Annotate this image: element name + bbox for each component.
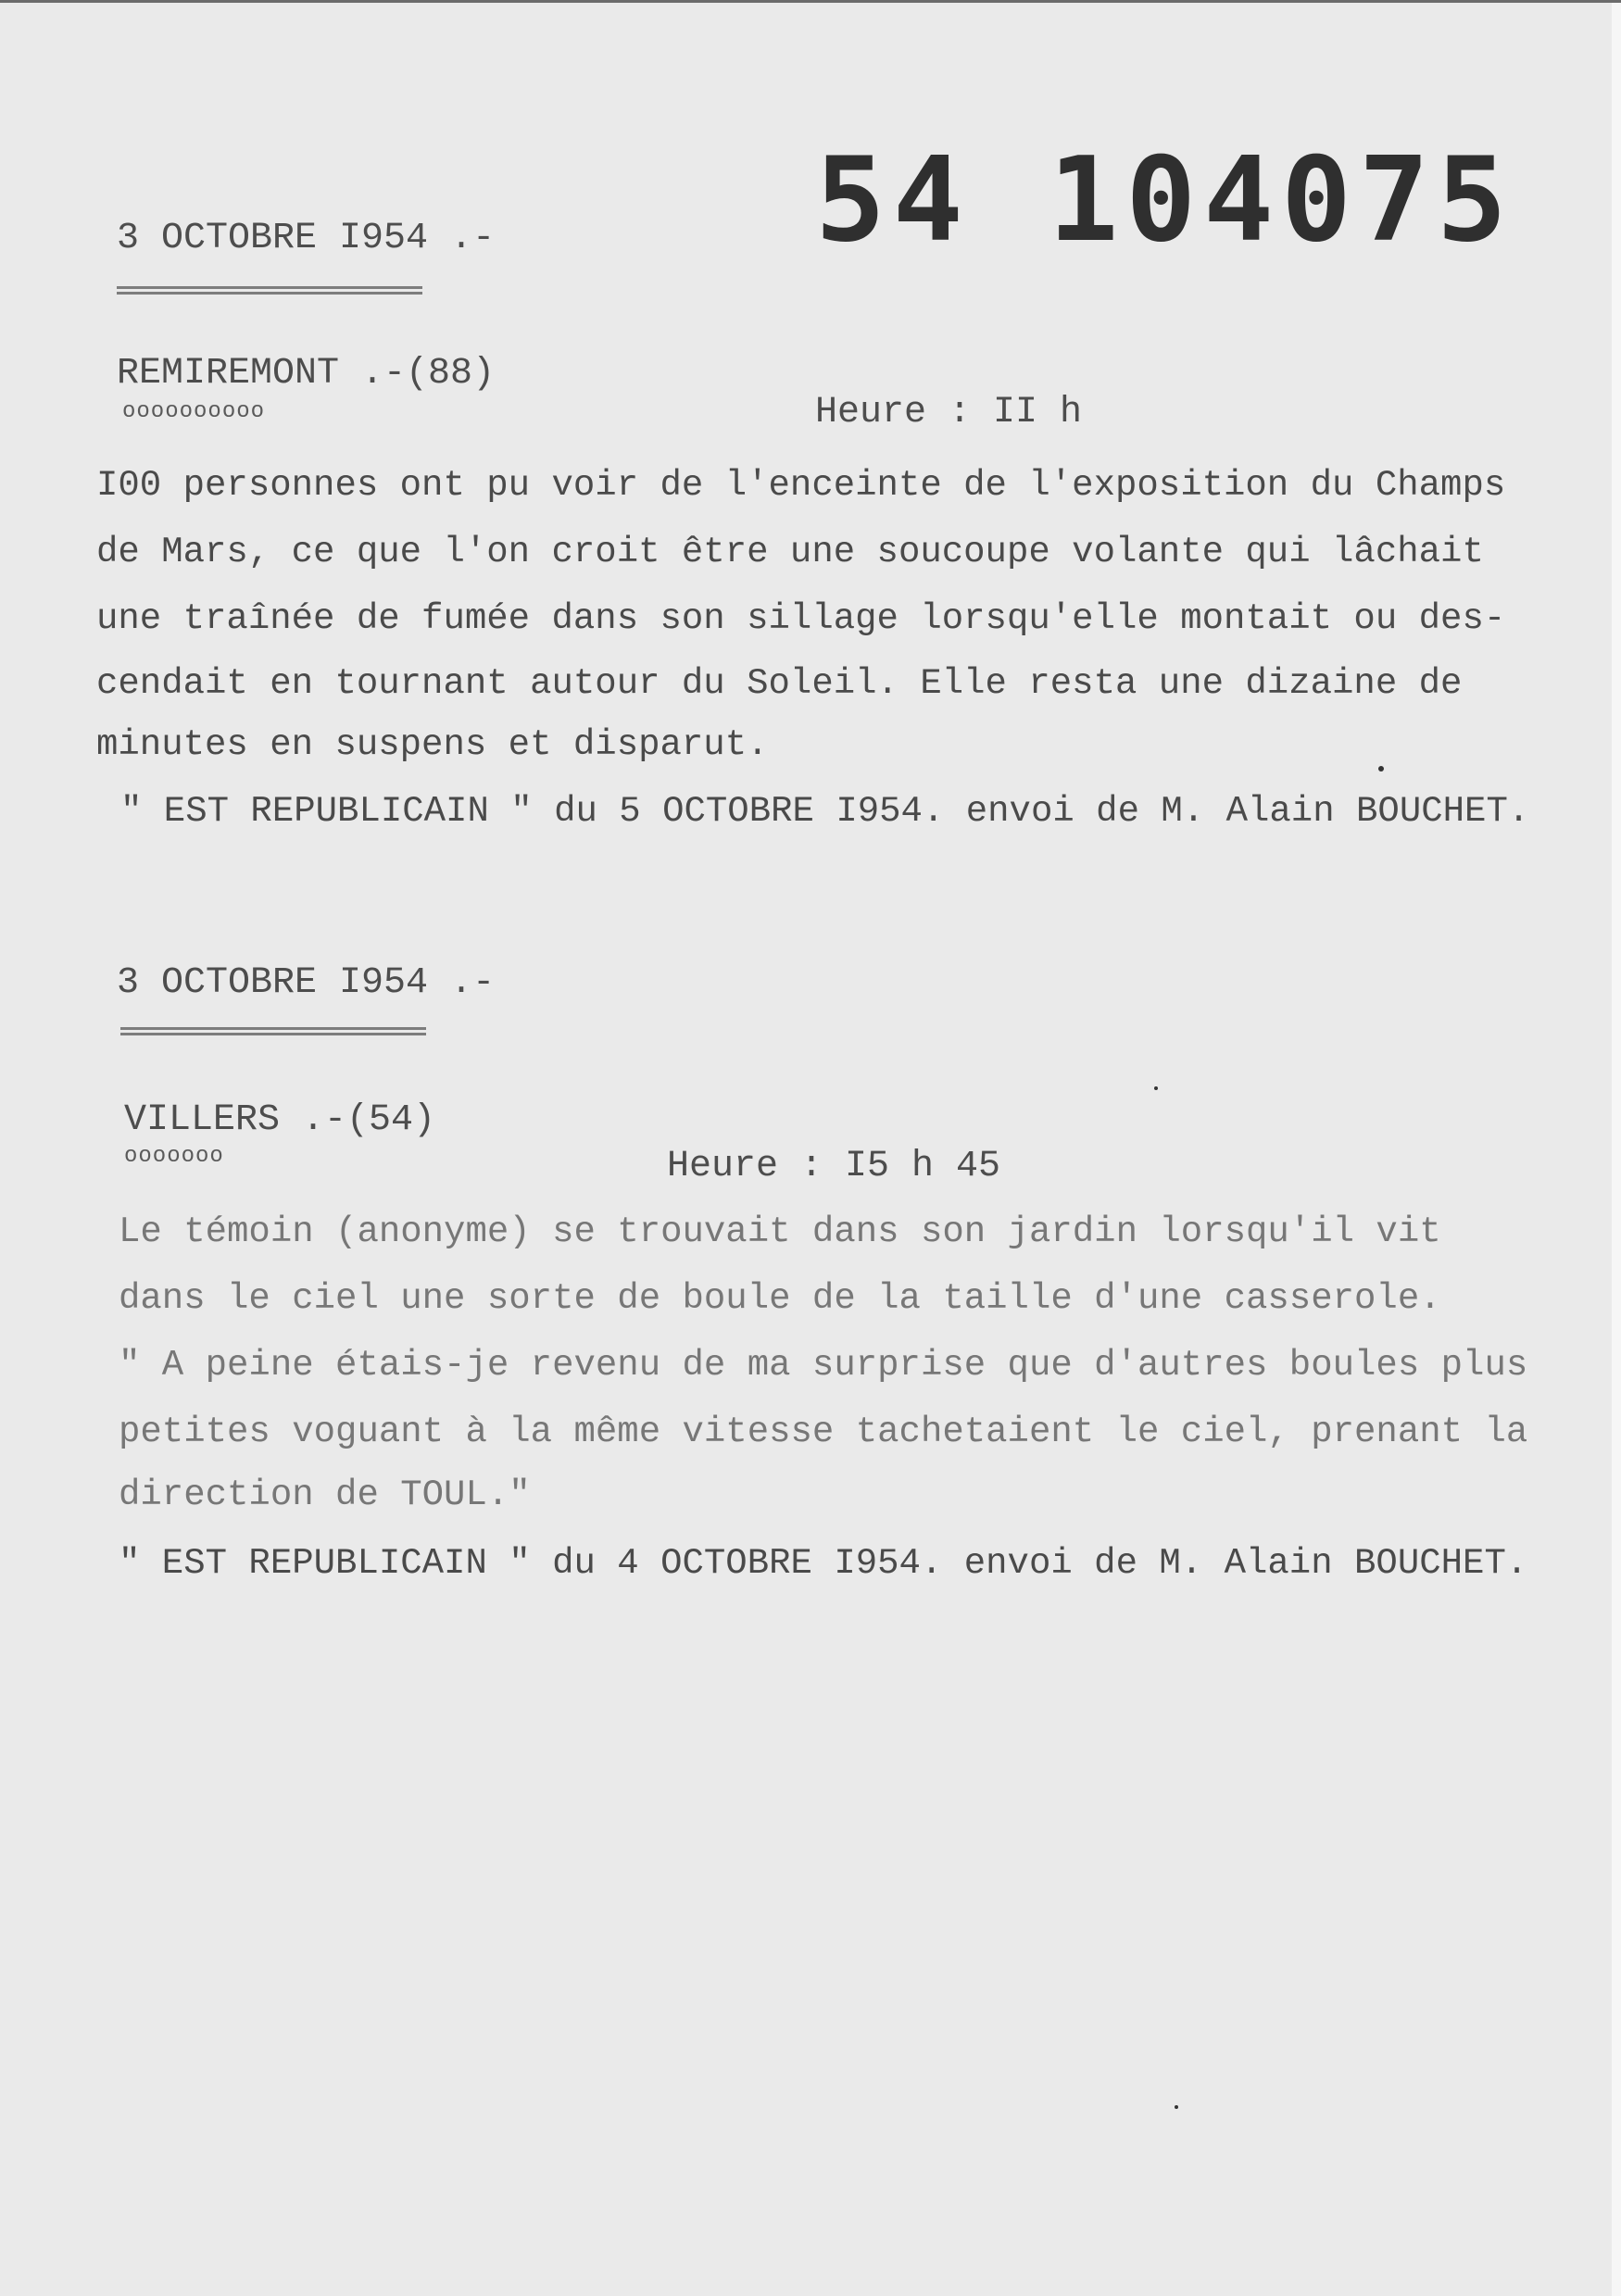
- entry-2-date: 3 OCTOBRE I954 .-: [117, 962, 496, 1004]
- entry-1-date: 3 OCTOBRE I954 .-: [117, 218, 496, 259]
- entry-1-text-line: cendait en tournant autour du Soleil. Elle resta une dizaine de: [96, 663, 1463, 704]
- entry-1-place: REMIREMONT .-(88): [117, 353, 496, 395]
- scan-speck: [1378, 766, 1384, 772]
- scan-speck: [1154, 1086, 1158, 1090]
- entry-2-text-line: " A peine étais-je revenu de ma surprise que d'autres boules plus: [119, 1345, 1528, 1386]
- document-number-stamp: 54 104075: [815, 132, 1514, 268]
- entry-2-hour: Heure : I5 h 45: [667, 1146, 1001, 1187]
- entry-1-hour: Heure : II h: [815, 392, 1083, 433]
- entry-1-source: " EST REPUBLICAIN " du 5 OCTOBRE I954. envoi de M. Alain BOUCHET.: [120, 791, 1530, 832]
- entry-1-text-line: I00 personnes ont pu voir de l'enceinte de l'exposition du Champs: [96, 465, 1506, 506]
- entry-1-text-line: de Mars, ce que l'on croit être une soucoupe volante qui lâchait: [96, 532, 1484, 572]
- entry-1-text-line: minutes en suspens et disparut.: [96, 724, 769, 765]
- entry-1-place-underline: oooooooooo: [122, 399, 266, 424]
- entry-1-date-underline: [117, 286, 422, 295]
- entry-1-text-line: une traînée de fumée dans son sillage lorsqu'elle montait ou des-: [96, 598, 1506, 639]
- entry-2-place: VILLERS .-(54): [124, 1099, 436, 1141]
- entry-2-place-underline: ooooooo: [124, 1144, 224, 1169]
- entry-2-source: " EST REPUBLICAIN " du 4 OCTOBRE I954. envoi de M. Alain BOUCHET.: [119, 1543, 1528, 1584]
- scan-speck: [1175, 2105, 1178, 2109]
- entry-2-text-line: dans le ciel une sorte de boule de la taille d'une casserole.: [119, 1278, 1441, 1319]
- entry-2-text-line: Le témoin (anonyme) se trouvait dans son jardin lorsqu'il vit: [119, 1211, 1441, 1252]
- entry-2-text-line: direction de TOUL.": [119, 1474, 531, 1515]
- entry-2-date-underline: [120, 1027, 426, 1035]
- entry-2-text-line: petites voguant à la même vitesse tachetaient le ciel, prenant la: [119, 1411, 1528, 1452]
